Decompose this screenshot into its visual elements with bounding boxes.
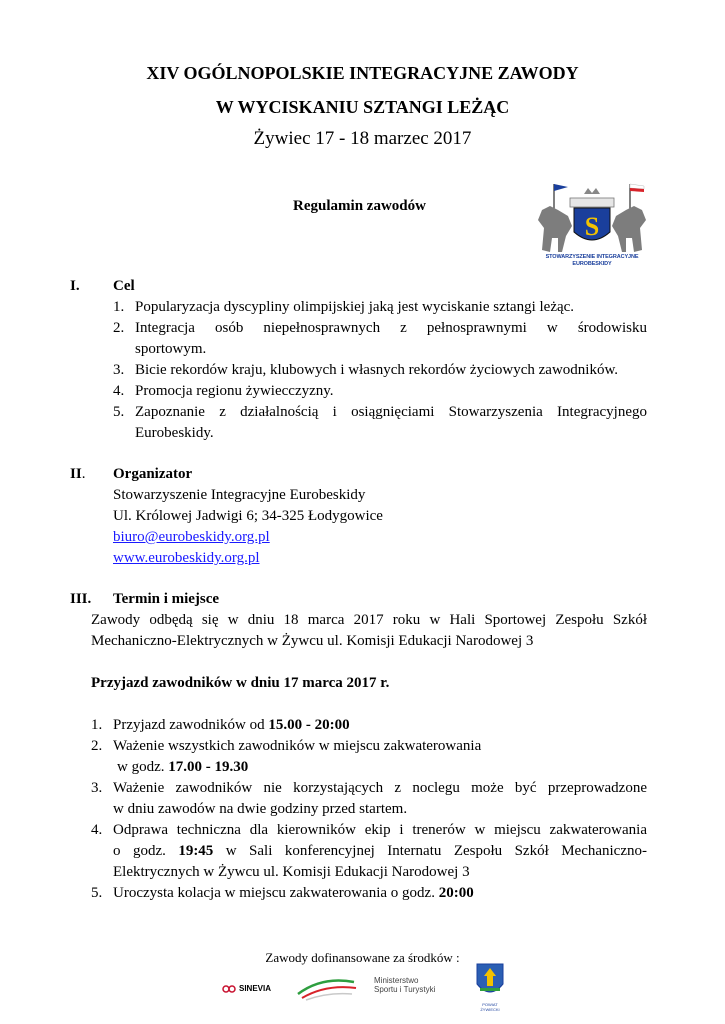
ministry-logo: Ministerstwo Sportu i Turystyki bbox=[374, 976, 436, 994]
list-item-number: 2. bbox=[113, 320, 125, 336]
list-item-number: 3. bbox=[113, 362, 125, 378]
list-item-line2: w dniu zawodów na dwie godziny przed startem. bbox=[113, 801, 408, 817]
section-3-number: III. bbox=[70, 591, 92, 607]
list-item-line3: Elektrycznych w Żywcu ul. Komisji Edukacji Narodowej 3 bbox=[113, 864, 470, 880]
list-item: Przyjazd zawodników od 15.00 - 20:00 bbox=[113, 717, 350, 733]
list-item-line1: Zapoznanie z działalnością i osiągnięciami Stowarzyszenia Integracyjnego bbox=[135, 404, 647, 420]
list-item-number: 5. bbox=[91, 885, 103, 901]
list-item-line1: Ważenie wszystkich zawodników w miejscu zakwaterowania bbox=[113, 738, 482, 754]
document-title-line1: XIV OGÓLNOPOLSKIE INTEGRACYJNE ZAWODY bbox=[146, 63, 579, 83]
regulamin-label: Regulamin zawodów bbox=[293, 198, 426, 214]
list-item-number: 3. bbox=[91, 780, 103, 796]
swoosh-logo bbox=[296, 972, 358, 1009]
funding-note: Zawody dofinansowane za środków : bbox=[265, 950, 460, 965]
list-item-line2: w godz. 17.00 - 19.30 bbox=[117, 759, 249, 775]
section-1-number: I. bbox=[70, 278, 80, 294]
section-2-title: Organizator bbox=[113, 466, 193, 482]
document-title-line2: W WYCISKANIU SZTANGI LEŻĄC bbox=[215, 97, 510, 117]
list-item: Promocja regionu żywiecczyzny. bbox=[135, 383, 334, 399]
section-3-title: Termin i miejsce bbox=[113, 591, 220, 607]
list-item-number: 1. bbox=[91, 717, 103, 733]
list-item-line1: Integracja osób niepełnosprawnych z pełnosprawnymi w środowisku bbox=[135, 320, 647, 336]
organizer-address: Ul. Królowej Jadwigi 6; 34-325 Łodygowice bbox=[113, 508, 383, 524]
logo-caption: STOWARZYSZENIE INTEGRACYJNE EUROBESKIDY bbox=[545, 254, 639, 267]
swoosh-icon bbox=[296, 972, 358, 1002]
event-description-line2: Mechaniczno-Elektrycznych w Żywcu ul. Komisji Edukacji Narodowej 3 bbox=[91, 633, 534, 649]
list-item-number: 4. bbox=[113, 383, 125, 399]
list-item: Uroczysta kolacja w miejscu zakwaterowania o godz. 20:00 bbox=[113, 885, 474, 901]
arrival-heading: Przyjazd zawodników w dniu 17 marca 2017 r. bbox=[91, 675, 390, 691]
list-item: Bicie rekordów kraju, klubowych i własnych rekordów życiowych zawodników. bbox=[135, 362, 619, 378]
list-item-number: 4. bbox=[91, 822, 103, 838]
section-2-number: II. bbox=[70, 466, 86, 482]
sinevia-logo: SINEVIA bbox=[222, 982, 271, 996]
place-date: Żywiec 17 - 18 marzec 2017 bbox=[253, 128, 472, 149]
sinevia-mark-icon bbox=[222, 985, 236, 993]
organizer-email-link[interactable]: biuro@eurobeskidy.org.pl bbox=[113, 529, 270, 545]
list-item-line2: o godz. 19:45 w Sali konferencyjnej Internatu Zespołu Szkół Mechaniczno- bbox=[113, 843, 647, 859]
list-item-line2: Eurobeskidy. bbox=[135, 425, 214, 441]
county-crest-icon bbox=[474, 962, 506, 1002]
list-item-number: 2. bbox=[91, 738, 103, 754]
event-description-line1: Zawody odbędą się w dniu 18 marca 2017 roku w Hali Sportowej Zespołu Szkół bbox=[91, 612, 647, 628]
organizer-name: Stowarzyszenie Integracyjne Eurobeskidy bbox=[113, 487, 366, 503]
logo-letter: S bbox=[584, 212, 600, 241]
list-item-line2: sportowym. bbox=[135, 341, 207, 357]
eurobeskidy-logo bbox=[528, 180, 656, 266]
section-1-title: Cel bbox=[113, 278, 135, 294]
organizer-website-link[interactable]: www.eurobeskidy.org.pl bbox=[113, 550, 260, 566]
list-item: Popularyzacja dyscypliny olimpijskiej jaką jest wyciskanie sztangi leżąc. bbox=[135, 299, 575, 315]
list-item-line1: Ważenie zawodników nie korzystających z noclegu może być przeprowadzone bbox=[113, 780, 647, 796]
list-item-line1: Odprawa techniczna dla kierowników ekip i trenerów w miejscu zakwaterowania bbox=[113, 822, 647, 838]
list-item-number: 1. bbox=[113, 299, 125, 315]
list-item-number: 5. bbox=[113, 404, 125, 420]
zywiec-county-crest: POWIAT ŻYWIECKI bbox=[474, 962, 506, 1010]
